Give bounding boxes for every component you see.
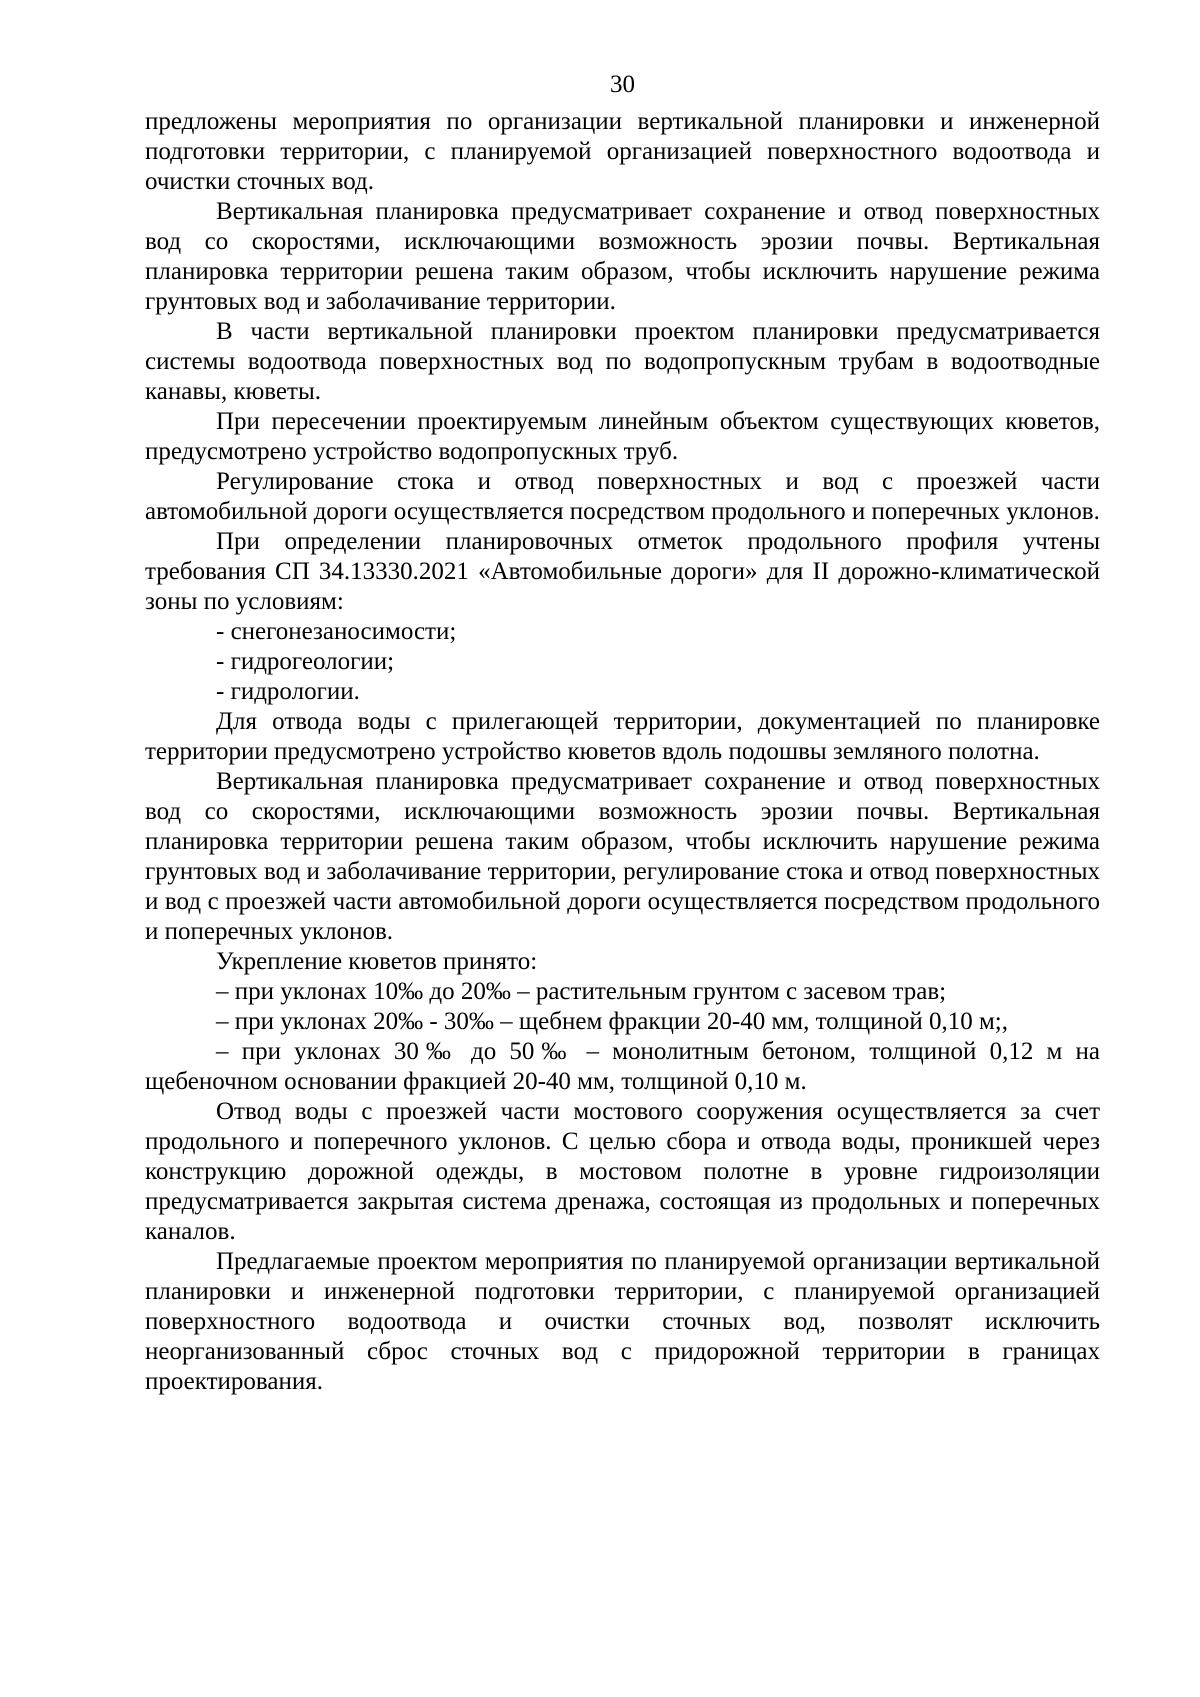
document-body <box>145 107 1100 1397</box>
list-item: - снегонезаносимости; <box>216 618 457 645</box>
list-item: – при уклонах 20‰ - 30‰ – щебнем фракции 20-40 мм, толщиной 0,10 м;, <box>216 1008 1008 1035</box>
list-item: – при уклонах 30‰ до 50‰ – монолитным бетоном, толщиной 0,12 м на щебеночном основании фракцией 20-40 мм, толщиной 0,10 м. <box>145 1038 1100 1095</box>
paragraph: предложены мероприятия по организации вертикальной планировки и инженерной подготовки территории, с планируемой организацией поверхностного водоотвода и очистки сточных вод. <box>145 108 1100 195</box>
list-item: - гидрологии. <box>216 678 360 705</box>
paragraph: При определении планировочных отметок продольного профиля учтены требования СП 34.13330.2021 «Автомобильные дороги» для II дорожно-климатической зоны по условиям: <box>145 528 1100 615</box>
paragraph: Предлагаемые проектом мероприятия по планируемой организации вертикальной планировки и инженерной подготовки территории, с планируемой организацией поверхностного водоотвода и очистки сточных вод, позволят исключить неорганизованный сброс сточных вод с придорожной территории в границах проектирования. <box>145 1248 1100 1395</box>
paragraph: Для отвода воды с прилегающей территории, документацией по планировке территории предусмотрено устройство кюветов вдоль подошвы земляного полотна. <box>145 708 1100 765</box>
paragraph: Регулирование стока и отвод поверхностных и вод с проезжей части автомобильной дороги осуществляется посредством продольного и поперечных уклонов. <box>145 468 1100 525</box>
paragraph: В части вертикальной планировки проектом планировки предусматривается системы водоотвода поверхностных вод по водопропускным трубам в водоотводные канавы, кюветы. <box>145 318 1100 405</box>
page-number: 30 <box>610 71 635 98</box>
paragraph: Вертикальная планировка предусматривает сохранение и отвод поверхностных вод со скоростями, исключающими возможность эрозии почвы. Вертикальная планировка территории решена таким образом, чтобы исключить нарушение режима грунтовых вод и заболачивание территории, регулирование стока и отвод поверхностных и вод с проезжей части автомобильной дороги осуществляется посредством продольного и поперечных уклонов. <box>145 768 1100 945</box>
list-heading: Укрепление кюветов принято: <box>216 948 538 975</box>
paragraph: Отвод воды с проезжей части мостового сооружения осуществляется за счет продольного и поперечного уклонов. С целью сбора и отвода воды, проникшей через конструкцию дорожной одежды, в мостовом полотне в уровне гидроизоляции предусматривается закрытая система дренажа, состоящая из продольных и поперечных каналов. <box>145 1098 1100 1245</box>
list-item: – при уклонах 10‰ до 20‰ – растительным грунтом с засевом трав; <box>216 978 947 1005</box>
paragraph: Вертикальная планировка предусматривает сохранение и отвод поверхностных вод со скоростями, исключающими возможность эрозии почвы. Вертикальная планировка территории решена таким образом, чтобы исключить нарушение режима грунтовых вод и заболачивание территории. <box>145 198 1100 315</box>
list-item: - гидрогеологии; <box>216 648 395 675</box>
paragraph: При пересечении проектируемым линейным объектом существующих кюветов, предусмотрено устройство водопропускных труб. <box>145 408 1100 465</box>
